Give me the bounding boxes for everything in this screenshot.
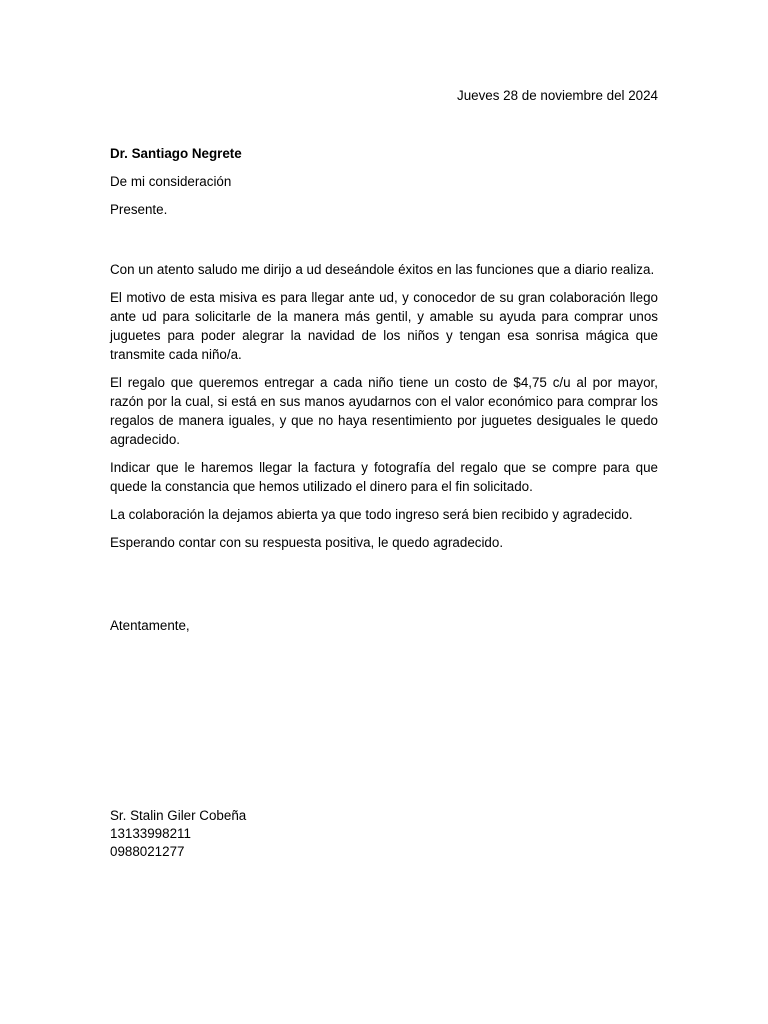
body-paragraph: Esperando contar con su respuesta positiva, le quedo agradecido. [110,535,504,550]
body-paragraph: Indicar que le haremos llegar la factura y fotografía del regalo que se compre para que quede la constancia que hemos utilizado el dinero para el fin solicitado. [110,460,658,494]
recipient-block [110,144,658,228]
closing-line: Atentamente, [110,618,190,633]
presente-line: Presente. [110,202,168,217]
signature-block [110,807,246,861]
recipient-name: Dr. Santiago Negrete [110,146,242,161]
letter-body [110,260,658,561]
letter-date: Jueves 28 de noviembre del 2024 [457,88,658,103]
signer-name: Sr. Stalin Giler Cobeña [110,808,247,823]
signer-phone: 0988021277 [110,844,185,859]
signer-id-number: 13133998211 [110,826,191,841]
body-paragraph: El regalo que queremos entregar a cada niño tiene un costo de $4,75 c/u al por mayor, razón por la cual, si está en sus manos ayudarnos con el valor económico para comprar los regalos de manera iguales, y que no haya resentimiento por juguetes desiguales le quedo agradecido. [110,375,658,447]
salutation: De mi consideración [110,174,232,189]
body-paragraph: Con un atento saludo me dirijo a ud deseándole éxitos en las funciones que a diario realiza. [110,262,655,277]
body-paragraph: El motivo de esta misiva es para llegar ante ud, y conocedor de su gran colaboración llego ante ud para solicitarle de la manera más gentil, y amable su ayuda para comprar unos juguetes para poder alegrar la navidad de los niños y tengan esa sonrisa mágica que transmite cada niño/a. [110,290,658,362]
body-paragraph: La colaboración la dejamos abierta ya que todo ingreso será bien recibido y agradecido. [110,507,633,522]
